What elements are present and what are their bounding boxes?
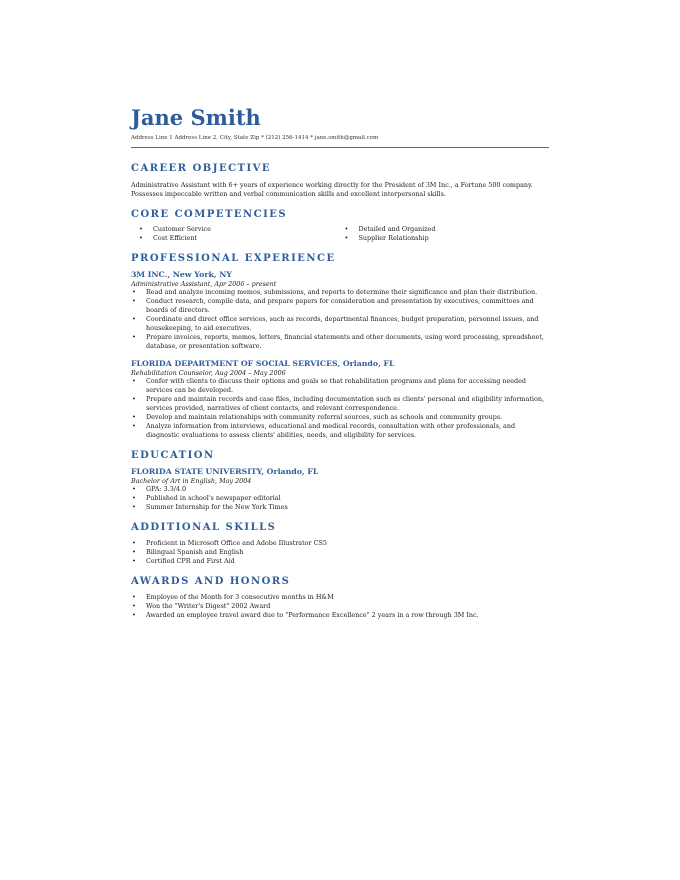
- career-objective-section: [131, 163, 549, 199]
- list-item: • Supplier Relationship: [344, 234, 550, 243]
- list-item: • Develop and maintain relationships with community referral sources, such as schools and community groups.: [131, 413, 549, 422]
- list-item: • Proficient in Microsoft Office and Adobe Illustrator CS5: [131, 539, 549, 548]
- job-bullets: [131, 377, 549, 440]
- professional-experience-section: [131, 253, 549, 440]
- education-section: [131, 450, 549, 512]
- list-item: • Certified CPR and First Aid: [131, 557, 549, 566]
- job-entry: [131, 359, 549, 440]
- school-name: FLORIDA STATE UNIVERSITY, Orlando, FL: [131, 467, 319, 476]
- skills-bullets: [131, 539, 549, 566]
- list-item: • Confer with clients to discuss their options and goals so that rehabilitation programs and plans for accessing needed services can be developed.: [131, 377, 549, 395]
- section-title-career-objective: CAREER OBJECTIVE: [131, 163, 272, 174]
- candidate-name: Jane Smith: [131, 105, 261, 130]
- additional-skills-section: [131, 522, 549, 566]
- competencies-left-list: [138, 225, 344, 243]
- job-bullets: [131, 288, 549, 351]
- list-item: • Cost Efficient: [138, 234, 344, 243]
- list-item: • Conduct research, compile data, and prepare papers for consideration and presentation by executives, committees and boards of directors.: [131, 297, 549, 315]
- core-competencies-section: [131, 209, 549, 243]
- awards-section: [131, 576, 549, 620]
- list-item: • Analyze information from interviews, educational and medical records, consultation with other professionals, and diagnostic evaluations to assess clients' abilities, needs, and eligibility for services.: [131, 422, 549, 440]
- job-role: Rehabilitation Counselor, Aug 2004 – May 2006: [131, 369, 286, 377]
- degree-line: Bachelor of Art in English, May 2004: [131, 477, 252, 485]
- awards-bullets: [131, 593, 549, 620]
- resume-content: [131, 106, 549, 620]
- list-item: • Published in school's newspaper editorial: [131, 494, 549, 503]
- list-item: • Read and analyze incoming memos, submissions, and reports to determine their significance and plan their distribution.: [131, 288, 549, 297]
- list-item: • Employee of the Month for 3 consecutive months in H&M: [131, 593, 549, 602]
- education-bullets: [131, 485, 549, 512]
- list-item: • Summer Internship for the New York Times: [131, 503, 549, 512]
- list-item: • Awarded an employee travel award due to "Performance Excellence" 2 years in a row through 3M Inc.: [131, 611, 549, 620]
- list-item: • Bilingual Spanish and English: [131, 548, 549, 557]
- section-title-awards: AWARDS AND HONORS: [131, 576, 291, 587]
- section-title-additional-skills: ADDITIONAL SKILLS: [131, 522, 277, 533]
- career-objective-text: Administrative Assistant with 6+ years of experience working directly for the President of 3M Inc., a Fortune 500 company. Possesses impeccable written and verbal communication skills and excellent interpersonal skills.: [131, 181, 533, 198]
- contact-line: Address Line 1 Address Line 2, City, State Zip * (212) 256-1414 * jane.smith@gmail.com: [131, 135, 379, 141]
- list-item: • Prepare invoices, reports, memos, letters, financial statements and other documents, using word processing, spreadsheet, database, or presentation software.: [131, 333, 549, 351]
- section-title-professional-experience: PROFESSIONAL EXPERIENCE: [131, 253, 336, 264]
- job-entry: [131, 270, 549, 351]
- list-item: • Customer Service: [138, 225, 344, 234]
- list-item: • Detailed and Organized: [344, 225, 550, 234]
- job-role: Administrative Assistant, Apr 2006 – present: [131, 280, 277, 288]
- competencies-grid: [131, 225, 549, 243]
- section-title-education: EDUCATION: [131, 450, 215, 461]
- list-item: • GPA: 3.3/4.0: [131, 485, 549, 494]
- list-item: • Won the "Writer's Digest" 2002 Award: [131, 602, 549, 611]
- header-divider: [131, 147, 549, 148]
- list-item: • Prepare and maintain records and case files, including documentation such as clients' personal and eligibility information, services provided, narratives of client contacts, and relevant correspondence.: [131, 395, 549, 413]
- section-title-core-competencies: CORE COMPETENCIES: [131, 209, 288, 220]
- list-item: • Coordinate and direct office services, such as records, departmental finances, budget preparation, personnel issues, and housekeeping, to aid executives.: [131, 315, 549, 333]
- job-employer: 3M INC., New York, NY: [131, 270, 232, 279]
- competencies-right-list: [344, 225, 550, 243]
- job-employer: FLORIDA DEPARTMENT OF SOCIAL SERVICES, Orlando, FL: [131, 359, 395, 368]
